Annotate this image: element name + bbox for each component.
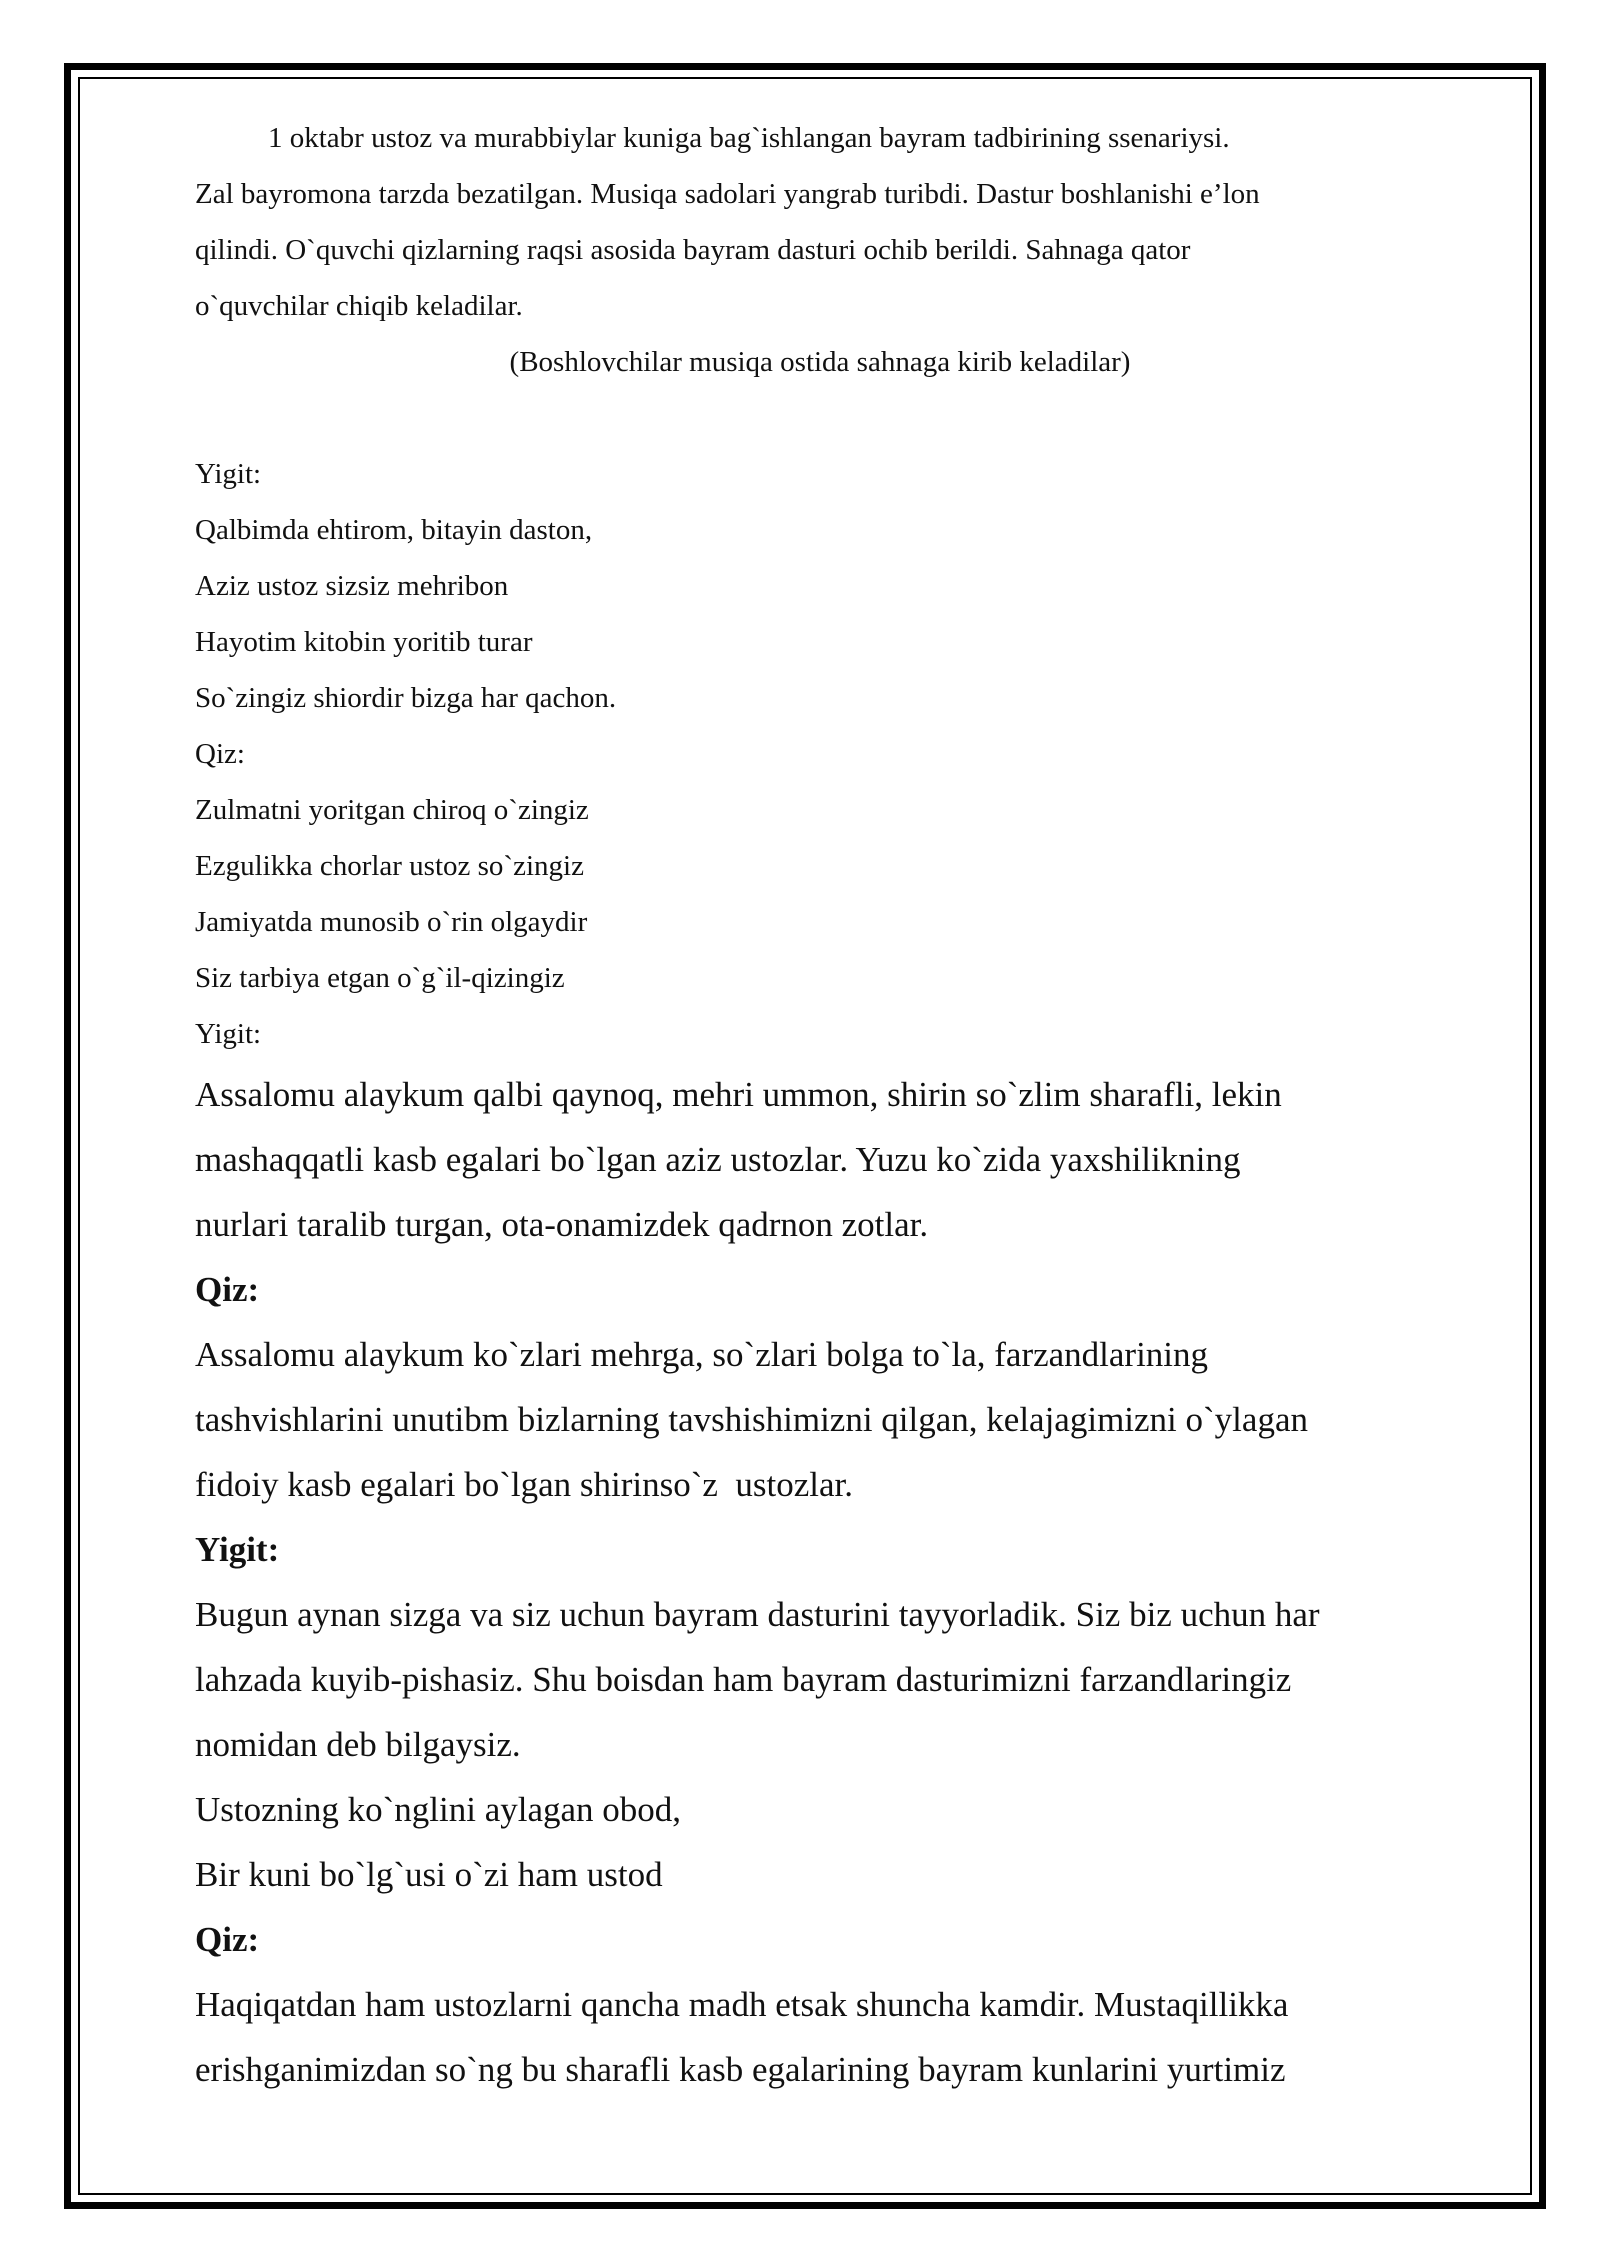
intro-line: o`quvchilar chiqib keladilar. bbox=[195, 290, 523, 322]
poem-line: Qalbimda ehtirom, bitayin daston, bbox=[195, 514, 593, 546]
document-body bbox=[195, 110, 1425, 2102]
poem-line: Aziz ustoz sizsiz mehribon bbox=[195, 570, 509, 602]
poem-line: Jamiyatda munosib o`rin olgaydir bbox=[195, 906, 588, 938]
poem-line: Ezgulikka chorlar ustoz so`zingiz bbox=[195, 850, 584, 882]
dialogue-line: fidoiy kasb egalari bo`lgan shirinso`z ustozlar. bbox=[195, 1465, 854, 1504]
dialogue-line: mashaqqatli kasb egalari bo`lgan aziz ustozlar. Yuzu ko`zida yaxshilikning bbox=[195, 1140, 1241, 1179]
poem-line: Zulmatni yoritgan chiroq o`zingiz bbox=[195, 794, 589, 826]
dialogue-line: nomidan deb bilgaysiz. bbox=[195, 1725, 521, 1764]
poem-line: Siz tarbiya etgan o`g`il-qizingiz bbox=[195, 962, 565, 994]
blank-line bbox=[195, 390, 1425, 446]
speaker-label: Yigit: bbox=[195, 1530, 280, 1569]
poem-line: Hayotim kitobin yoritib turar bbox=[195, 626, 533, 658]
stage-direction: (Boshlovchilar musiqa ostida sahnaga kirib keladilar) bbox=[509, 346, 1131, 378]
speaker-label: Qiz: bbox=[195, 1920, 260, 1959]
dialogue-line: Assalomu alaykum ko`zlari mehrga, so`zlari bolga to`la, farzandlarining bbox=[195, 1335, 1209, 1374]
intro-line: qilindi. O`quvchi qizlarning raqsi asosida bayram dasturi ochib berildi. Sahnaga qator bbox=[195, 234, 1191, 266]
dialogue-line: erishganimizdan so`ng bu sharafli kasb egalarining bayram kunlarini yurtimiz bbox=[195, 2050, 1286, 2089]
speaker-label: Yigit: bbox=[195, 458, 262, 490]
dialogue-line: nurlari taralib turgan, ota-onamizdek qadrnon zotlar. bbox=[195, 1205, 929, 1244]
verse-line: Ustozning ko`nglini aylagan obod, bbox=[195, 1790, 682, 1829]
dialogue-line: lahzada kuyib-pishasiz. Shu boisdan ham bayram dasturimizni farzandlaringiz bbox=[195, 1660, 1292, 1699]
dialogue-line: Haqiqatdan ham ustozlarni qancha madh etsak shuncha kamdir. Mustaqillikka bbox=[195, 1985, 1289, 2024]
verse-line: Bir kuni bo`lg`usi o`zi ham ustod bbox=[195, 1855, 663, 1894]
poem-line: So`zingiz shiordir bizga har qachon. bbox=[195, 682, 617, 714]
speaker-label: Yigit: bbox=[195, 1018, 262, 1050]
speaker-label: Qiz: bbox=[195, 738, 245, 770]
document-title: 1 oktabr ustoz va murabbiylar kuniga bag`ishlangan bayram tadbirining ssenariysi. bbox=[268, 122, 1230, 154]
dialogue-line: tashvishlarini unutibm bizlarning tavshishimizni qilgan, kelajagimizni o`ylagan bbox=[195, 1400, 1308, 1439]
dialogue-line: Bugun aynan sizga va siz uchun bayram dasturini tayyorladik. Siz biz uchun har bbox=[195, 1595, 1320, 1634]
speaker-label: Qiz: bbox=[195, 1270, 260, 1309]
dialogue-line: Assalomu alaykum qalbi qaynoq, mehri ummon, shirin so`zlim sharafli, lekin bbox=[195, 1075, 1282, 1114]
intro-line: Zal bayromona tarzda bezatilgan. Musiqa sadolari yangrab turibdi. Dastur boshlanishi e’lon bbox=[195, 178, 1260, 210]
